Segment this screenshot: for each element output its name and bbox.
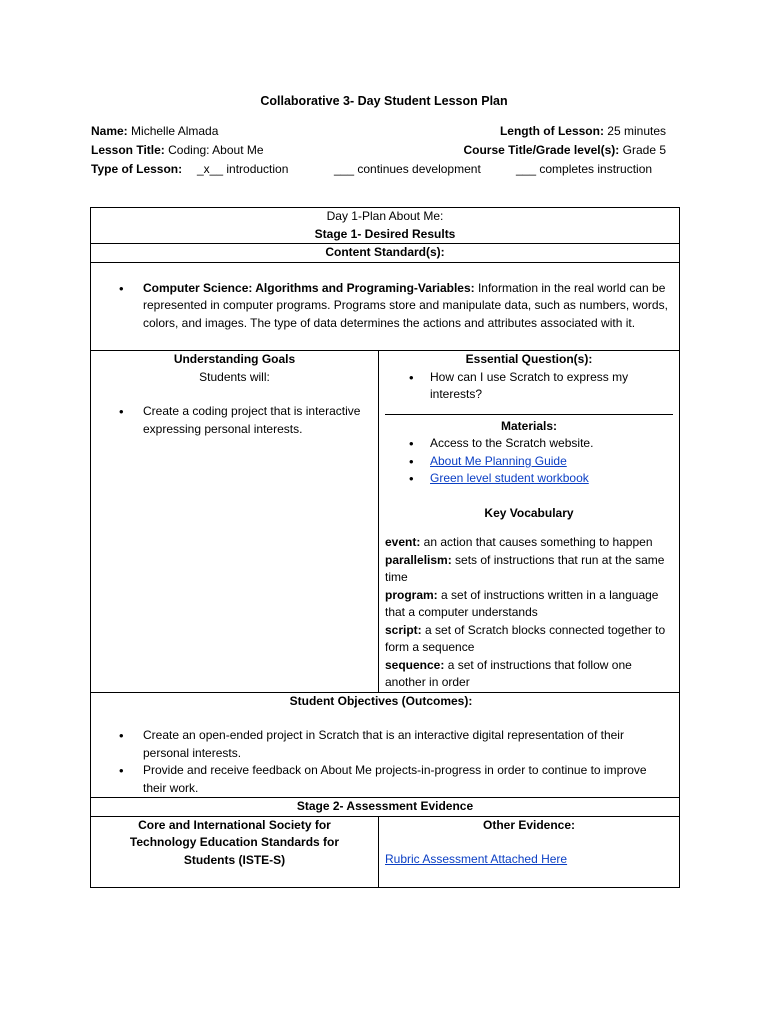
vocab-list <box>385 534 673 692</box>
goals-questions-row <box>91 351 680 693</box>
lesson-title-field <box>91 143 264 157</box>
vocab-item <box>385 622 673 657</box>
vocab-item <box>385 657 673 692</box>
vocab-def: a set of instructions that follow one another in order <box>385 657 632 689</box>
objectives-list <box>97 727 665 797</box>
lesson-title-value: Coding: About Me <box>168 143 264 157</box>
vocab-item <box>385 534 673 552</box>
rubric-link[interactable]: Rubric Assessment Attached Here <box>385 852 568 866</box>
material-item <box>385 470 673 488</box>
lesson-plan-table <box>90 207 680 888</box>
header-row-2 <box>91 143 666 161</box>
vocab-def: a set of instructions written in a language that a computer understands <box>385 587 659 619</box>
stage2-row <box>91 798 680 817</box>
vocab-item <box>385 552 673 587</box>
essential-materials-cell <box>379 351 680 693</box>
objectives-heading: Student Objectives (Outcomes): <box>289 693 473 708</box>
vocab-term: parallelism: <box>385 552 452 567</box>
essential-heading: Essential Question(s): <box>465 352 593 366</box>
understanding-heading: Understanding Goals <box>173 352 296 366</box>
name-value: Michelle Almada <box>131 124 219 138</box>
day-title-row <box>91 208 680 244</box>
vocab-def: sets of instructions that run at the same time <box>385 552 665 584</box>
content-standard-item <box>97 280 669 333</box>
planning-guide-link[interactable]: About Me Planning Guide <box>430 453 567 468</box>
stage1-heading: Stage 1- Desired Results <box>314 226 456 241</box>
content-standards-heading-row <box>91 244 680 263</box>
stage2-heading: Stage 2- Assessment Evidence <box>91 798 680 817</box>
materials-list <box>385 435 673 488</box>
workbook-link[interactable]: Green level student workbook <box>430 471 589 485</box>
course-label: Course Title/Grade level(s): <box>463 143 620 157</box>
essential-list <box>385 369 673 404</box>
standards-heading: Core and International Society for Technology Education Standards for Students (ISTE-S) <box>91 816 379 888</box>
name-label: Name: <box>91 124 128 138</box>
vocab-def: an action that causes something to happen <box>420 535 653 549</box>
lesson-type-introduction: _x__ introduction <box>197 162 289 176</box>
course-field <box>463 143 666 157</box>
lesson-title-label: Lesson Title: <box>91 143 165 157</box>
material-item: • Access to the Scratch website. <box>385 435 673 453</box>
length-field <box>500 124 666 138</box>
vocab-heading: Key Vocabulary <box>484 505 574 520</box>
other-evidence-heading: Other Evidence: <box>482 817 576 832</box>
objective-item: • Create an open-ended project in Scratch that is an interactive digital representation of their personal interests. <box>97 727 665 762</box>
content-standards-heading: Content Standard(s): <box>91 244 680 263</box>
lesson-type-completes: ___ completes instruction <box>516 162 653 176</box>
vocab-def: a set of Scratch blocks connected together to form a sequence <box>385 622 666 654</box>
header-row-1 <box>91 124 666 142</box>
objective-item: • Provide and receive feedback on About Me projects-in-progress in order to continue to improve their work. <box>97 762 665 797</box>
lesson-type-row <box>91 162 671 180</box>
vocab-term: event: <box>385 535 421 549</box>
length-label: Length of Lesson: <box>499 124 604 138</box>
materials-heading: Materials: <box>500 418 558 433</box>
length-value: 25 minutes <box>607 124 666 138</box>
objectives-row <box>91 692 680 798</box>
course-value: Grade 5 <box>622 143 666 157</box>
understanding-sub: Students will: <box>199 369 270 384</box>
understanding-list <box>97 403 372 438</box>
content-standard-title: Computer Science: Algorithms and Programing-Variables: <box>143 280 475 295</box>
vocab-term: script: <box>385 622 422 637</box>
divider-line <box>385 414 673 415</box>
content-standards-list <box>97 280 669 333</box>
day-title: Day 1-Plan About Me: <box>326 209 444 223</box>
understanding-goal-item: • Create a coding project that is interactive expressing personal interests. <box>97 403 372 438</box>
vocab-item <box>385 587 673 622</box>
lesson-type-label: Type of Lesson: <box>91 162 183 176</box>
document-title: Collaborative 3- Day Student Lesson Plan <box>260 94 508 108</box>
essential-question-item: • How can I use Scratch to express my interests? <box>385 369 673 404</box>
lesson-type-continues: ___ continues development <box>334 162 481 176</box>
material-item <box>385 453 673 471</box>
vocab-term: sequence: <box>385 657 445 672</box>
content-standards-row <box>91 262 680 351</box>
vocab-term: program: <box>385 587 438 602</box>
evidence-row <box>91 816 680 888</box>
content-standard-text: Information in the real world can be represented in computer programs. Programs store and manipulate data, such as numbers, words, colors, and images. The type of data determines the actions and attributes associated with it. <box>143 280 668 330</box>
understanding-goals-cell <box>91 351 379 693</box>
name-field <box>91 124 218 138</box>
